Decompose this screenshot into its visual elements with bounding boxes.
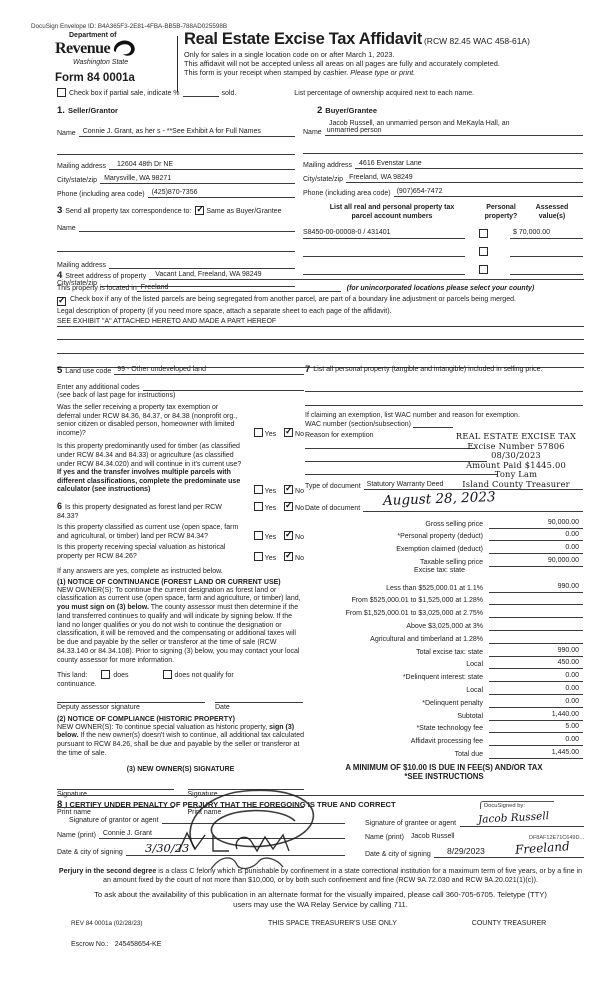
tax-row-label: Local [466, 686, 483, 694]
document-type-field[interactable]: Statutory Warranty Deed [364, 481, 583, 490]
buyer-name-field-2[interactable] [303, 145, 583, 154]
tax-row-label: Taxable selling price [419, 558, 483, 566]
grantor-name-label: Name (print) [57, 832, 96, 839]
document-type-label: Type of document [305, 482, 361, 490]
forest-yes-no: Yes ✓ No [248, 502, 304, 512]
form-number: Form 84 0001a [55, 72, 135, 84]
tax-computation-totals [305, 644, 583, 759]
accessibility-note: To ask about the availability of this publication in an alternate format for the visually impaired, please call 360-705-6705. Teletype (TTY) users may use the WA Relay Service by calling 711. [94, 890, 547, 909]
tax-row-label: *Personal property (deduct) [397, 533, 483, 541]
dept-prefix: Department of [69, 32, 117, 39]
tax-row [305, 721, 583, 734]
tax-row-label: Agricultural and timberland at 1.28% [370, 635, 483, 643]
buyer-name-line1: Jacob Russell, an unmarried person and MeKayla Hall, an [329, 120, 510, 127]
tax-row-label: From $525,000.01 to $1,525,000 at 1.28% [351, 597, 483, 605]
tax-row-value-field[interactable]: 90,000.00 [489, 519, 583, 529]
seller-city-label: City/state/zip [57, 177, 98, 184]
treasurer-use-label: THIS SPACE TREASURER'S USE ONLY [268, 920, 397, 927]
tax-row-label: *Delinquent penalty [422, 699, 483, 707]
treasurer-stamp-line: Island County Treasurer [462, 478, 570, 489]
owner-print-label-2: Print name [187, 808, 222, 816]
tax-row-value-field[interactable]: 0.00 [489, 685, 583, 695]
docusigned-by-label: DocuSigned by: [480, 801, 554, 809]
street-field[interactable]: Vacant Land, Freeland, WA 98249 [149, 271, 584, 280]
timber-yes-checkbox[interactable] [254, 485, 263, 494]
header-line2: This affidavit will not be accepted unless all areas on all pages are fully and accurately completed. [184, 59, 500, 68]
same-as-buyer-label: Same as Buyer/Grantee [206, 208, 282, 215]
correspondence-number: 3 [57, 205, 63, 216]
seller-title: Seller/Grantor [67, 106, 118, 115]
assessed-value-field[interactable]: $ 70,000.00 [510, 229, 583, 239]
buyer-name-label: Name [303, 129, 322, 136]
tax-row [305, 631, 583, 644]
current-use-yes-checkbox[interactable] [254, 531, 263, 540]
tax-row [305, 541, 583, 554]
buyer-name-field[interactable]: unmarried person [325, 127, 583, 136]
document-date-handwritten: August 28, 2023 [382, 488, 496, 509]
certify-statement: I CERTIFY UNDER PENALTY OF PERJURY THAT THE FOREGOING IS TRUE AND CORRECT [65, 800, 396, 809]
segregated-label: Check box if any of the listed parcels are being segregated from another parcel, are part of a boundary line adjustment or parcels being merged. [70, 296, 516, 303]
footer-row [57, 920, 584, 927]
correspondence-mailing-field[interactable] [109, 260, 295, 269]
treasurer-stamp-line: Excise Number 57806 [467, 440, 565, 451]
tax-row-label: Total excise tax: state [416, 648, 483, 656]
document-date-label: Date of document [305, 504, 361, 512]
section-land-use [57, 366, 304, 816]
question-historic: Is this property receiving special valuation as historical property per RCW 84.26? Yes ✓ No [57, 544, 304, 562]
segregated-checkbox[interactable]: ✓ [58, 295, 66, 305]
seller-mailing-field[interactable]: 12604 48th Dr NE [109, 161, 295, 170]
historic-yes-checkbox[interactable] [254, 552, 263, 561]
correspondence-name-field-2[interactable] [57, 243, 295, 252]
grantee-city-handwritten: Freeland [514, 839, 571, 857]
grantor-signature-label: Signature of grantor or agent [69, 817, 159, 824]
owner-signature-label-1: Signature [57, 790, 87, 798]
section-correspondence [57, 206, 295, 215]
tax-row-value-field[interactable]: 1,440.00 [489, 711, 583, 721]
tax-row-label: Local [466, 661, 483, 669]
tax-row [305, 695, 583, 708]
personal-property-line-2[interactable] [305, 405, 583, 406]
tax-row [305, 605, 583, 618]
dept-sub: Washington State [73, 59, 129, 66]
buyer-city-field[interactable]: Freeland, WA 98249 [346, 174, 583, 183]
tax-row-label: Affidavit processing fee [410, 738, 483, 746]
if-yes-note: If any answers are yes, complete as instructed below. [57, 567, 223, 575]
tax-row [305, 669, 583, 682]
land-use-field[interactable]: 99 - Other undeveloped land [114, 366, 304, 375]
exemption-yes-checkbox[interactable] [254, 428, 263, 437]
tax-row-value-field[interactable]: 450.00 [489, 659, 583, 669]
docusign-envelope-id: DocuSign Envelope ID: B4A365F3-2E81-4FBA-BB5B-788AD025598B [31, 23, 228, 30]
dor-swoosh-icon [111, 39, 137, 59]
seller-mailing-label: Mailing address [57, 163, 107, 170]
deputy-signature-row [57, 702, 304, 703]
question-exemption: Was the seller receiving a property tax exemption or deferral under RCW 84.36, 84.37, or 84.38 (nonprofit org., senior citizen or disabled person, homeowner with limited income)? Yes ✓ No [57, 404, 304, 439]
owner-print-label-1: Print name [57, 808, 91, 816]
grantee-date-value: 8/29/2023 [447, 846, 485, 856]
section-property [57, 271, 584, 368]
tax-row [305, 529, 583, 542]
street-label: Street address of property [65, 273, 147, 280]
property-number: 4 [57, 270, 63, 281]
header-line1: Only for sales in a single location code on or after March 1, 2023. [184, 50, 395, 59]
current-use-yes-no: Yes ✓ No [248, 531, 304, 541]
located-label: This property is located in [57, 285, 137, 292]
partial-percent-field[interactable] [183, 88, 219, 97]
buyer-mailing-field[interactable]: 4616 Evenstar Lane [355, 160, 583, 169]
tax-row [305, 593, 583, 606]
continuance-label: continuance. [57, 680, 97, 688]
treasurer-stamp-line: REAL ESTATE EXCISE TAX [455, 431, 577, 441]
notice2-body: NEW OWNER(S): To continue special valuation as historic property, sign (3) below. If the new owner(s) doesn't wish to continue, all additional tax calculated pursuant to RCW 84.26, shall be due and payable by the seller or transferor at the time of sale. [57, 723, 304, 758]
treasurer-stamp-line: 08/30/2023 [491, 450, 541, 461]
timber-yes-no: Yes ✓ No [248, 485, 304, 495]
escrow-label: Escrow No.: [71, 941, 109, 948]
grantor-signature-block [57, 815, 345, 858]
header-divider [177, 36, 178, 92]
owner-signature-field-1[interactable] [57, 789, 174, 790]
treasurer-stamp-line: Amount Paid $1445.00 [466, 459, 566, 470]
legal-description-line-3[interactable] [57, 353, 584, 354]
tax-computation-brackets [305, 580, 583, 644]
tax-row-label: Exemption claimed (deduct) [396, 546, 483, 554]
seller-name-field[interactable]: Connie J. Grant, as her s - **See Exhibit A for Full Names [79, 128, 295, 137]
tax-row-value-field[interactable]: 990.00 [489, 647, 583, 657]
parcel-row [303, 229, 583, 239]
seller-phone-field[interactable]: (425)870-7356 [148, 189, 295, 198]
question-current-use: Is this property classified as current use (open space, farm and agricultural, or timber) land per RCW 84.34? Yes ✓ No [57, 524, 304, 542]
tax-row-label: Total due [454, 750, 483, 758]
personal-property-line-1[interactable] [305, 391, 583, 392]
notice1-body: NEW OWNER(S): To continue the current designation as forest land or classification as current use (open space, farm and agriculture, or timber) land, you must sign on (3) below. The county assessor must then determine if the land transferred continues to qualify and will indicate by signing below. If the land no longer qualifies or you do not wish to continue the designation or classification, it will be removed and the compensating or additional taxes will be due and payable by the seller or transferor at the time of sale (RCW 84.33.140 or 84.34.108). Prior to signing (3) below, you may contact your local county assessor for more information. [57, 586, 301, 664]
personal-property-checkbox[interactable] [479, 247, 488, 256]
treasurer-stamp [441, 432, 591, 490]
docusign-id: DF8AF12E71C649D... [528, 835, 584, 841]
question-timber: Is this property predominantly used for timber (as classified under RCW 84.34 and 84.33) or agriculture (as classified under RCW 84.34.020) and will continue in it's current use? If yes and the transfer involves multiple parcels with different classifications, complete the predominate use calculator (see instructions) Yes ✓ No [57, 443, 304, 495]
land-use-label: Land use code [65, 368, 112, 375]
tax-row-label: Gross selling price [425, 520, 483, 528]
deputy-signature-field[interactable] [57, 702, 205, 703]
tax-row [305, 746, 583, 759]
grantee-signature-field[interactable] [460, 810, 584, 827]
tax-row [305, 733, 583, 746]
personal-property-number: 7 [305, 364, 311, 375]
parcel-row [303, 247, 583, 257]
tax-row [305, 580, 583, 593]
land-does-checkbox[interactable] [101, 670, 110, 679]
tax-row-label: *Delinquent interest: state [402, 674, 483, 682]
owner-signature-label-2: Signature [187, 790, 218, 798]
tax-row-label: Above $3,025,000 at 3% [406, 622, 483, 630]
correspondence-city-label: City/state/zip [57, 280, 98, 287]
personal-property-intro: List all personal property (tangible and intangible) included in selling price. [313, 366, 543, 373]
escrow-row [71, 941, 584, 948]
tax-row-label: From $1,525,000.01 to $3,025,000 at 2.75% [345, 610, 483, 618]
historic-no-checkbox[interactable]: ✓ [285, 549, 293, 560]
grantee-date-label: Date & city of signing [365, 851, 431, 858]
tax-row-value-field[interactable] [489, 616, 583, 618]
timber-no-checkbox[interactable]: ✓ [285, 482, 293, 493]
page-title: Real Estate Excise Tax Affidavit [184, 30, 423, 48]
dept-name: Revenue [55, 40, 111, 57]
buyer-title: Buyer/Grantee [325, 106, 377, 115]
tax-row [305, 554, 583, 567]
buyer-number: 2 [317, 105, 323, 116]
tax-row [305, 708, 583, 721]
buyer-phone-field[interactable]: (907)654-7472 [394, 188, 583, 197]
seller-number: 1. [57, 105, 65, 116]
additional-codes-note: (see back of last page for instructions) [57, 392, 176, 399]
page-title-code: (RCW 82.45 WAC 458-61A) [423, 36, 530, 46]
tax-row [305, 516, 583, 529]
owners-signature-title: (3) NEW OWNER(S) SIGNATURE [126, 765, 235, 773]
section-personal-property [305, 366, 583, 781]
partial-sale-row [57, 88, 582, 97]
tax-row-value-field[interactable]: 1,445.00 [489, 749, 583, 759]
seller-city-field[interactable]: Marysville, WA 98271 [100, 175, 295, 184]
exemption-yes-no: Yes ✓ No [248, 428, 304, 438]
perjury-note: Perjury in the second degree is a class C felony which is punishable by confinement in a state correctional institution for a maximum term of five years, or by a fine in an amount fixed by the court of not more than $10,000, or by both such confinement and fine (RCW 9A.72.030 and RCW 9A.20.021(1)(c)). [58, 867, 583, 884]
dor-logo [55, 32, 175, 84]
seller-name-field-2[interactable] [57, 146, 295, 155]
buyer-mailing-label: Mailing address [303, 162, 353, 169]
buyer-phone-label: Phone (including area code) [303, 190, 391, 197]
exemption-note: If claiming an exemption, list WAC number and reason for exemption. [305, 411, 520, 419]
certification-number: 8 [57, 799, 63, 810]
notice1-title: (1) NOTICE OF CONTINUANCE (FOREST LAND OR CURRENT USE) [57, 578, 281, 586]
tax-row [305, 657, 583, 670]
tax-row-value-field[interactable]: 0.00 [489, 531, 583, 541]
located-field[interactable]: Freeland [137, 284, 341, 292]
tax-row-value-field[interactable]: 0.00 [489, 736, 583, 746]
correspondence-name-field[interactable] [79, 223, 295, 232]
legal-description-field[interactable]: SEE EXHIBIT "A" ATTACHED HERETO AND MADE A PART HEREOF [57, 318, 584, 327]
section-certification [57, 795, 584, 948]
reason-exemption-label: Reason for exemption [305, 431, 374, 439]
tax-row-label: Less than $525,000.01 at 1.1% [386, 584, 483, 592]
additional-codes-label: Enter any additional codes [57, 384, 140, 391]
header-title-block [184, 30, 586, 77]
tax-row-label: *State technology fee [416, 725, 483, 733]
section-seller [57, 106, 295, 287]
parcel-header-accounts: List all real and personal property tax parcel account numbers [329, 204, 455, 220]
tax-row [305, 618, 583, 631]
forest-yes-checkbox[interactable] [254, 502, 263, 511]
deputy-date-field[interactable] [215, 702, 303, 703]
tax-row-value-field[interactable] [489, 629, 583, 631]
tax-row-label: Subtotal [457, 712, 483, 720]
county-treasurer-label: COUNTY TREASURER [471, 920, 547, 927]
header-line3: This form is your receipt when stamped by cashier. Please type or print. [184, 68, 416, 77]
partial-sale-checkbox[interactable] [57, 88, 66, 97]
grantor-date-handwritten: 3/30/23 [145, 841, 190, 855]
parcel-number-field[interactable] [303, 247, 465, 257]
escrow-number: 245458654-KE [114, 941, 162, 948]
tax-computation-top [305, 516, 583, 567]
wac-number-field[interactable] [413, 427, 453, 428]
grantor-signature-field[interactable] [162, 815, 345, 824]
tax-row-value-field[interactable] [489, 642, 583, 644]
seller-phone-label: Phone (including area code) [57, 191, 145, 198]
question-forest: 6 Is this property designated as forest land per RCW 84.33? Yes ✓ No [57, 499, 304, 520]
tax-row [305, 682, 583, 695]
correspondence-label: Send all property tax correspondence to: [65, 208, 192, 215]
minimum-fee-note: A MINIMUM OF $10.00 IS DUE IN FEE(S) AND/OR TAX [345, 762, 543, 772]
grantee-signature-handwritten: Jacob Russell [477, 810, 550, 826]
same-as-buyer-checkbox[interactable]: ✓ [196, 204, 204, 214]
tax-row-value-field[interactable]: 990.00 [489, 583, 583, 593]
parcel-number-field[interactable]: S8450-00-00008-0 / 431401 [303, 229, 465, 239]
tax-row-value-field[interactable]: 0.00 [489, 672, 583, 682]
excise-state-heading: Excise tax: state [414, 566, 465, 574]
tax-row-value-field[interactable]: 90,000.00 [489, 557, 583, 567]
parcel-rows [303, 229, 583, 275]
land-use-number: 5 [57, 365, 63, 376]
owner-signature-field-2[interactable] [188, 789, 305, 790]
parcel-table-header [303, 204, 583, 221]
personal-property-checkbox[interactable] [479, 229, 488, 238]
buyer-city-label: City/state/zip [303, 176, 344, 183]
current-use-no-checkbox[interactable]: ✓ [285, 529, 293, 540]
grantor-name-field[interactable]: Connie J. Grant [99, 830, 345, 839]
forest-no-checkbox[interactable]: ✓ [285, 499, 293, 510]
legal-description-line-2[interactable] [57, 339, 584, 340]
this-land-row: This land: does does not qualify for [57, 671, 234, 679]
county-note: (for unincorporated locations please select your county) [346, 285, 535, 292]
deputy-date-label: Date [215, 703, 230, 711]
partial-sale-label: Check box if partial sale, indicate % [69, 90, 180, 97]
legal-description-label: Legal description of property (if you need more space, attach a separate sheet to each page of the affidavit). [57, 308, 392, 315]
partial-sold-label: sold. [221, 90, 237, 97]
tax-row-value-field[interactable]: 5.00 [489, 723, 583, 733]
grantee-signature-label: Signature of grantee or agent [365, 820, 457, 827]
parcel-header-assessed: Assessed value(s) [535, 204, 569, 220]
rev-number: REV 84 0001a (02/28/23) [71, 920, 143, 927]
grantor-date-label: Date & city of signing [57, 849, 123, 856]
wac-number-label: WAC number (section/subsection) [305, 420, 411, 428]
land-does-not-checkbox[interactable] [163, 670, 172, 679]
grantee-name-field[interactable]: Jacob Russell [410, 833, 455, 840]
historic-yes-no: Yes ✓ No [248, 552, 304, 562]
correspondence-name-label: Name [57, 225, 76, 232]
seller-name-label: Name [57, 130, 76, 137]
see-instructions-note: *SEE INSTRUCTIONS [404, 771, 484, 781]
grantee-name-label: Name (print) [365, 834, 404, 841]
deputy-signature-label: Deputy assessor signature [57, 703, 140, 711]
tax-row [305, 644, 583, 657]
treasurer-stamp-line: Tony Lam [494, 469, 538, 480]
ownership-note: List percentage of ownership acquired next to each name. [294, 90, 475, 97]
additional-codes-field[interactable] [143, 382, 305, 391]
parcel-header-personal: Personal property? [484, 204, 518, 220]
notice2-title: (2) NOTICE OF COMPLIANCE (HISTORIC PROPERTY) [57, 715, 235, 723]
owner-signature-lines [57, 789, 304, 790]
tax-row-value-field[interactable]: 0.00 [489, 544, 583, 554]
tax-row-value-field[interactable]: 0.00 [489, 698, 583, 708]
correspondence-mailing-label: Mailing address [57, 262, 107, 269]
grantee-signature-block [365, 803, 584, 858]
tax-row-value-field[interactable] [489, 603, 583, 605]
exemption-no-checkbox[interactable]: ✓ [285, 426, 293, 437]
assessed-value-field[interactable] [510, 247, 583, 257]
section-buyer [303, 106, 583, 275]
